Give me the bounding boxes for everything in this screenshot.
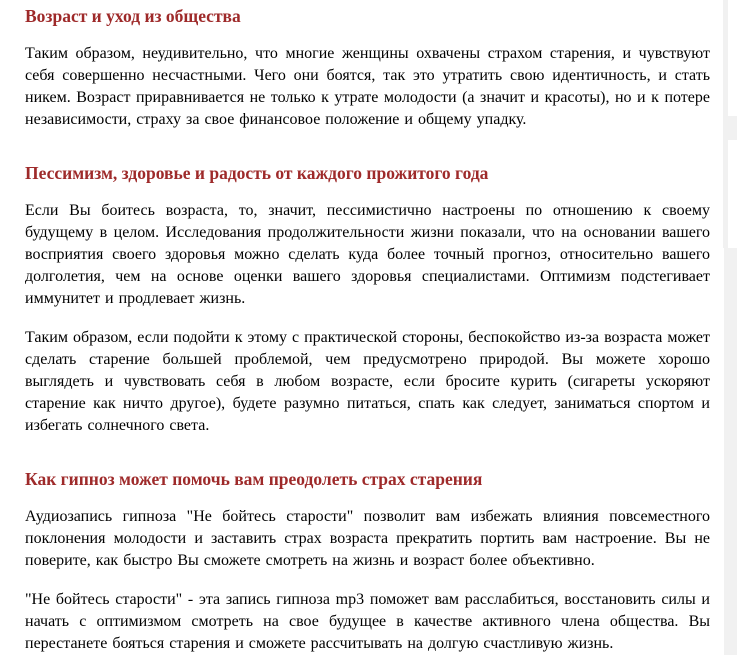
scrollbar-track-lower[interactable] <box>724 248 737 655</box>
section-heading-age-withdrawal: Возраст и уход из общества <box>25 6 241 26</box>
section-heading-hypnosis-help: Как гипноз может помочь вам преодолеть страх старения <box>25 469 483 489</box>
article-content <box>25 0 710 672</box>
section-heading-pessimism-health: Пессимизм, здоровье и радость от каждого прожитого года <box>25 163 489 183</box>
paragraph-pessimism: Если Вы боитесь возраста, то, значит, пессимистично настроены по отношению к своему будущему в целом. Исследования продолжительности жизни показали, что на основании вашего восприятия своего здоровья можно сделать куда более точный прогноз, относительно вашего долголетия, чем на основе оценки вашего здоровья специалистами. Оптимизм подстегивает иммунитет и продлевает жизнь. <box>25 202 710 307</box>
paragraph-mp3-benefits: "Не бойтесь старости" - эта запись гипноза mp3 поможет вам расслабиться, восстановить силы и начать с оптимизмом смотреть на свое будущее в качестве активного члена общества. Вы перестанете бояться старения и сможете рассчитывать на долгую счастливую жизнь. <box>25 591 710 652</box>
paragraph-age-fear: Таким образом, неудивительно, что многие женщины охвачены страхом старения, и чувствуют себя совершенно несчастными. Чего они боятся, так это утратить свою идентичность, и стать никем. Возраст приравнивается не только к утрате молодости (а значит и красоты), но и к потере независимости, страху за свое финансовое положение и общему упадку. <box>25 45 710 128</box>
paragraph-audio-recording: Аудиозапись гипноза "Не бойтесь старости" позволит вам избежать влияния повсеместного поклонения молодости и заставить страх возраста прекратить портить вам настроение. Вы не поверите, как быстро Вы сможете смотреть на жизнь и возраст более объективно. <box>25 508 710 569</box>
paragraph-practical-side: Таким образом, если подойти к этому с практической стороны, беспокойство из-за возраста может сделать старение большей проблемой, чем предусмотрено природой. Вы можете хорошо выглядеть и чувствовать себя в любом возрасте, если бросите курить (сигареты ускоряют старение как ничто другое), будете разумно питаться, спать как следует, заниматься спортом и избегать солнечного света. <box>25 329 710 434</box>
scrollbar-thumb[interactable] <box>723 116 737 140</box>
